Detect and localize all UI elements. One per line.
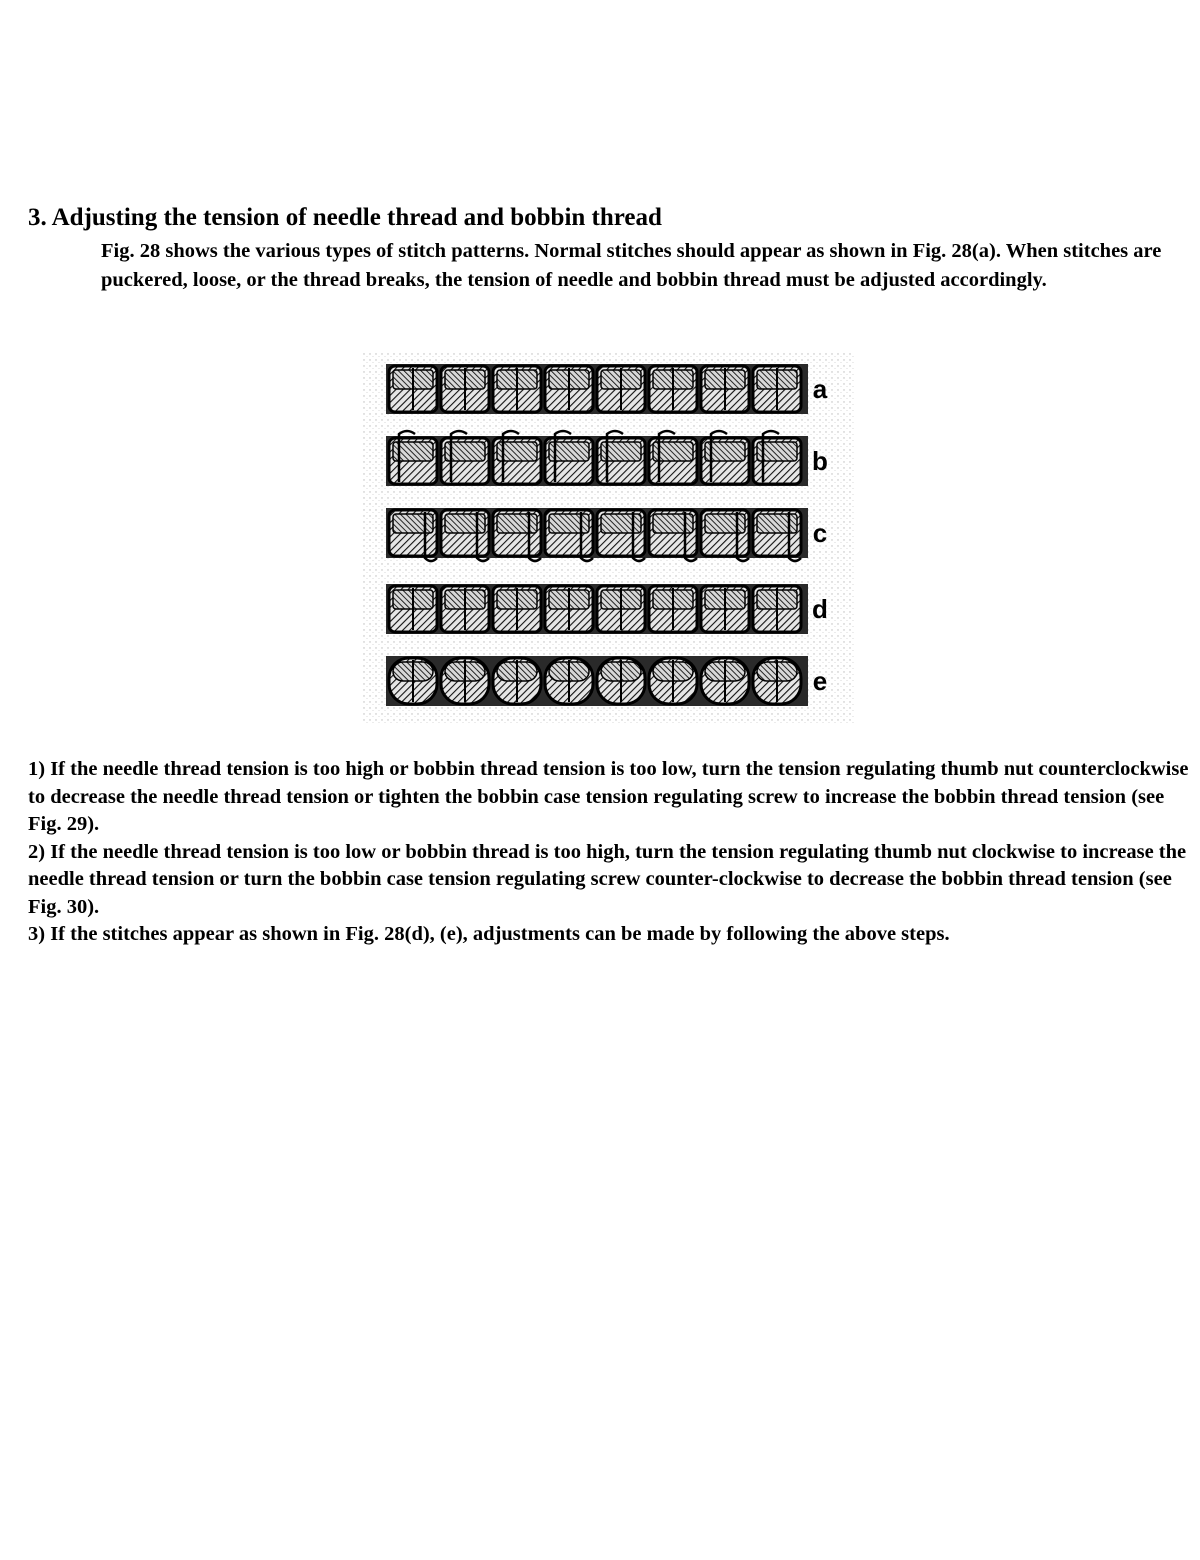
stitch-row-c [386,508,808,561]
row-label-c: c [812,518,828,548]
section-heading: 3. Adjusting the tension of needle thread and bobbin thread [28,204,662,231]
stitch-row-d [386,584,808,634]
step-3: 3) If the stitches appear as shown in Fig. 28(d), (e), adjustments can be made by following the above steps. [28,923,950,945]
row-label-b: b [812,446,828,476]
stitch-row-a [386,364,808,414]
row-label-e: e [812,666,828,696]
step-1: 1) If the needle thread tension is too high or bobbin thread tension is too low, turn the tension regulating thumb nut counterclockwise to decrease the needle thread tension or tighten the bobbin case tension regulating screw to increase the bobbin thread tension (see Fig. 29). [28,758,1189,835]
stitch-pattern-figure [362,352,854,724]
step-2: 2) If the needle thread tension is too low or bobbin thread is too high, turn the tension regulating thumb nut clockwise to increase the needle thread tension or turn the bobbin case tension regulating screw counter-clockwise to decrease the bobbin thread tension (see Fig. 30). [28,840,1187,918]
intro-paragraph: Fig. 28 shows the various types of stitch patterns. Normal stitches should appear as shown in Fig. 28(a). When stitches are puckered, loose, or the thread breaks, the tension of needle and bobbin thread must be adjusted accordingly. [101,240,1162,291]
row-label-d: d [812,594,828,624]
row-label-a: a [812,374,828,404]
stitch-row-b [386,431,808,486]
stitch-row-e [386,656,808,706]
adjustment-steps [28,756,1193,949]
